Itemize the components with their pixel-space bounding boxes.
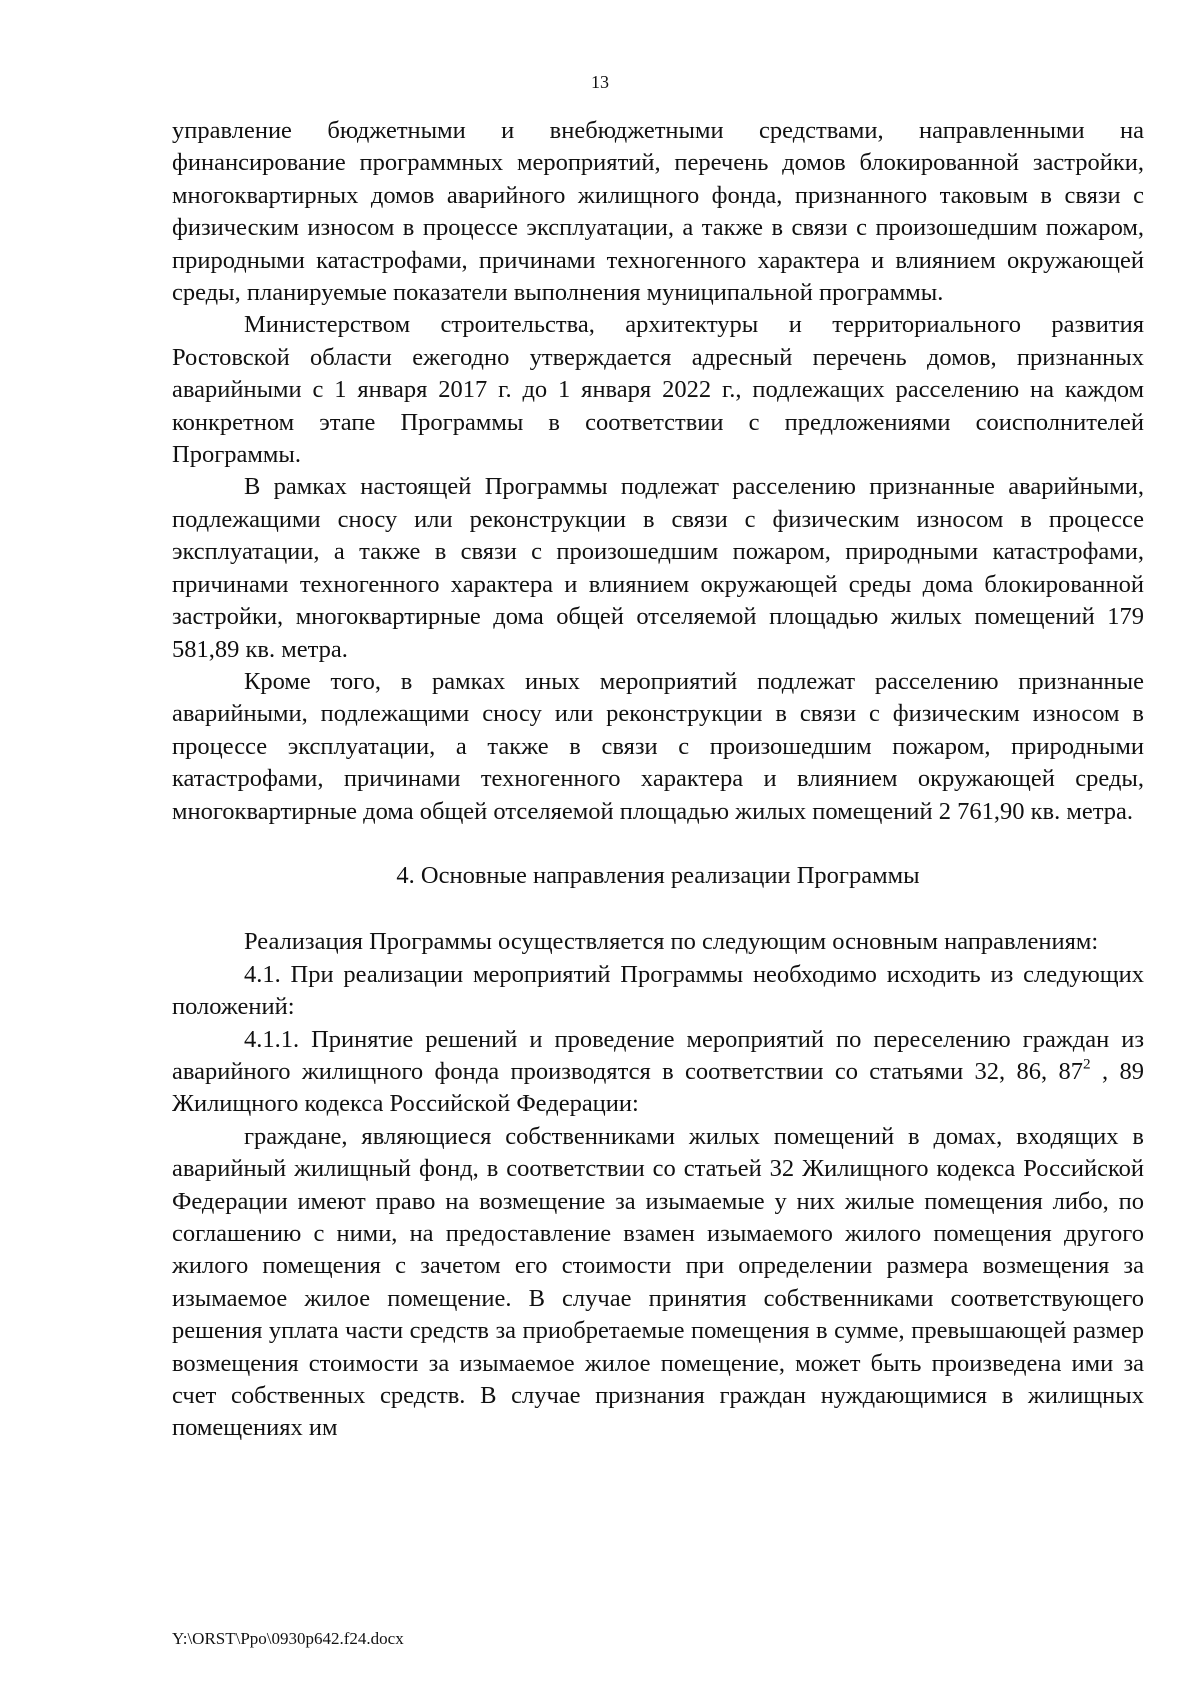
- footer-file-path: Y:\ORST\Ppo\0930p642.f24.docx: [172, 1629, 404, 1648]
- document-body: [172, 115, 1144, 1445]
- paragraph-program-resettlement: В рамках настоящей Программы подлежат расселению признанные аварийными, подлежащими сносу или реконструкции в связи с физическим износом в процессе эксплуатации, а также в связи с произошедшим пожаром, природными катастрофами, причинами техногенного характера и влиянием окружающей среды дома блокированной застройки, многоквартирные дома общей отселяемой площадью жилых помещений 179 581,89 кв. метра.: [172, 473, 1144, 663]
- superscript-article-index: 2: [1083, 1055, 1091, 1073]
- paragraph-4-1-1-text: 4.1.1. Принятие решений и проведение мероприятий по переселению граждан из аварийного жилищного фонда производятся в соответствии со статьями 32, 86, 87: [172, 1025, 1144, 1085]
- paragraph-implementation-directions: Реализация Программы осуществляется по следующим основным направлениям:: [244, 928, 1099, 956]
- paragraph-4-1: 4.1. При реализации мероприятий Программы необходимо исходить из следующих положений:: [172, 960, 1144, 1021]
- paragraph-funding-management: управление бюджетными и внебюджетными средствами, направленными на финансирование программных мероприятий, перечень домов блокированной застройки, многоквартирных домов аварийного жилищного фонда, признанного таковым в связи с физическим износом в процессе эксплуатации, а также в связи с произошедшим пожаром, природными катастрофами, причинами техногенного характера и влиянием окружающей среды, планируемые показатели выполнения муниципальной программы.: [172, 117, 1144, 307]
- paragraph-4-1-1-tail: , 89 Жилищного кодекса Российской Федерации:: [172, 1057, 1144, 1118]
- page-number: 13: [591, 72, 609, 92]
- paragraph-4-1-1: [172, 1024, 1144, 1121]
- paragraph-other-measures: Кроме того, в рамках иных мероприятий подлежат расселению признанные аварийными, подлежащими сносу или реконструкции в связи с физическим износом в процессе эксплуатации, а также в связи с произошедшим пожаром, природными катастрофами, причинами техногенного характера и влиянием окружающей среды, многоквартирные дома общей отселяемой площадью жилых помещений 2 761,90 кв. метра.: [172, 667, 1144, 825]
- paragraph-owners-rights: граждане, являющиеся собственниками жилых помещений в домах, входящих в аварийный жилищный фонд, в соответствии со статьей 32 Жилищного кодекса Российской Федерации имеют право на возмещение за изымаемые у них жилые помещения либо, по соглашению с ними, на предоставление взамен изымаемого жилого помещения другого жилого помещения с зачетом его стоимости при определении размера возмещения за изымаемое жилое помещение. В случае принятия собственниками соответствующего решения уплата части средств за приобретаемые помещения в сумме, превышающей размер возмещения стоимости за изымаемое жилое помещение, может быть произведена ими за счет собственных средств. В случае признания граждан нуждающимися в жилищных помещениях им: [172, 1122, 1144, 1442]
- paragraph-ministry-list: Министерством строительства, архитектуры и территориального развития Ростовской области ежегодно утверждается адресный перечень домов, признанных аварийными с 1 января 2017 г. до 1 января 2022 г., подлежащих расселению на каждом конкретном этапе Программы в соответствии с предложениями соисполнителей Программы.: [172, 311, 1144, 469]
- section-heading: 4. Основные направления реализации Программы: [396, 861, 920, 889]
